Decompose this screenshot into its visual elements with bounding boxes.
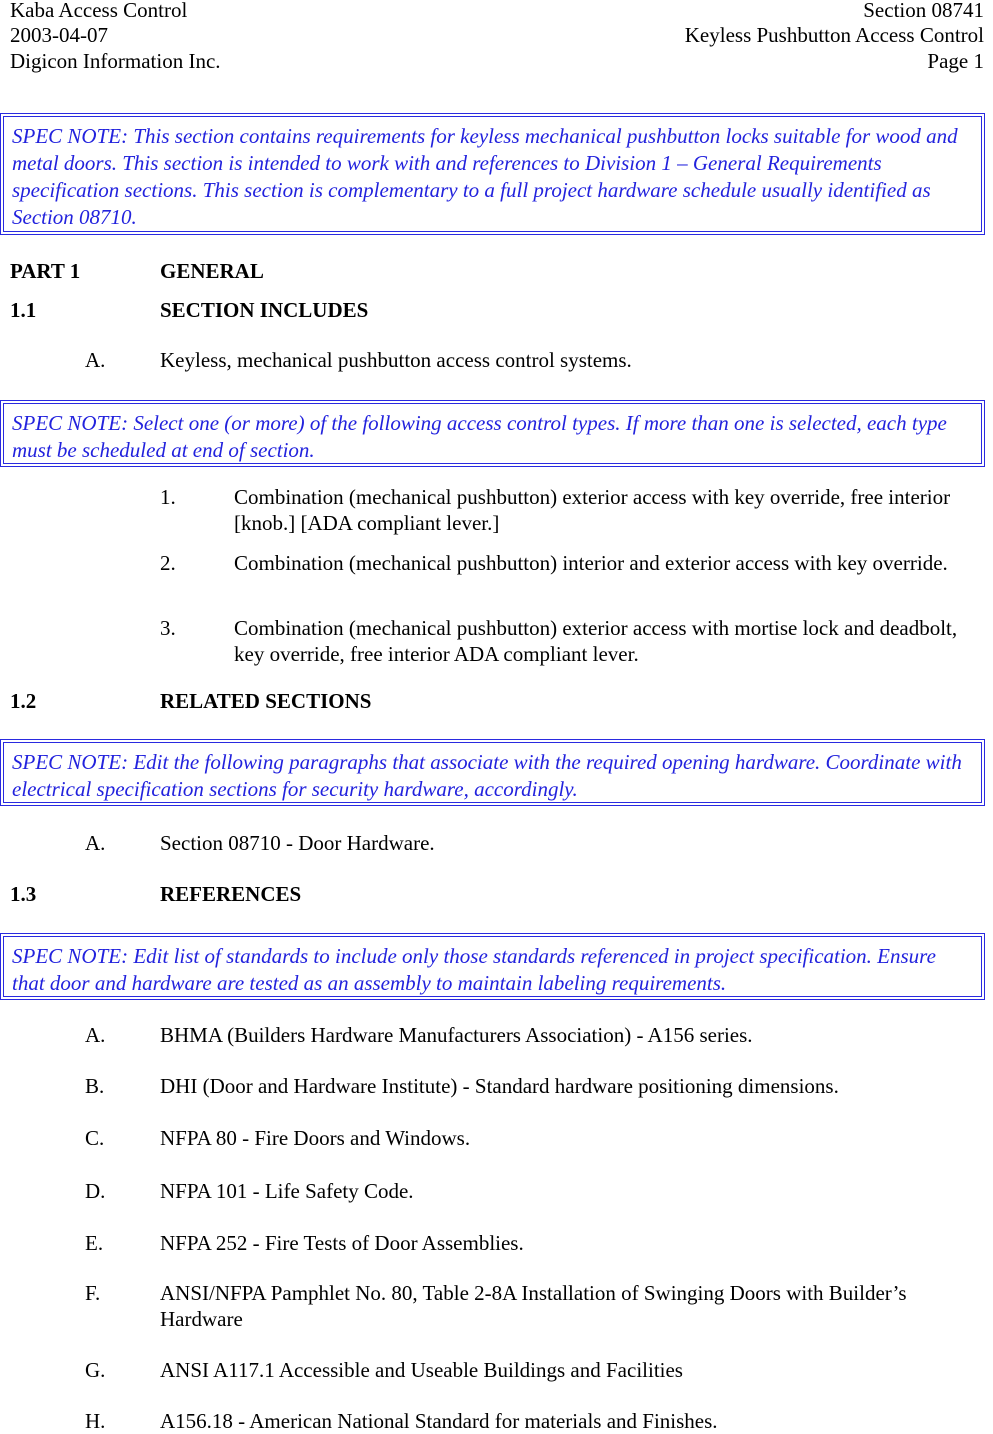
ref-text: BHMA (Builders Hardware Manufacturers Association) - A156 series. <box>160 1023 753 1047</box>
ref-letter: G. <box>85 1358 106 1382</box>
ref-letter: F. <box>85 1281 101 1305</box>
ref-text: NFPA 252 - Fire Tests of Door Assemblies. <box>160 1231 524 1255</box>
header-left-line-1: Kaba Access Control <box>10 0 188 22</box>
list-item-text: Combination (mechanical pushbutton) exterior access with key override, free interior [knob.] [ADA compliant lever.] <box>234 485 951 535</box>
list-item-number: 1. <box>160 485 176 509</box>
section-1-2-number: 1.2 <box>10 689 37 713</box>
list-item-number: 2. <box>160 551 176 575</box>
ref-text: NFPA 101 - Life Safety Code. <box>160 1179 414 1203</box>
section-1-2-title: RELATED SECTIONS <box>160 689 372 713</box>
item-text: Keyless, mechanical pushbutton access control systems. <box>160 348 632 372</box>
ref-text: NFPA 80 - Fire Doors and Windows. <box>160 1126 471 1150</box>
part-title: GENERAL <box>160 259 264 283</box>
section-1-3-number: 1.3 <box>10 882 37 906</box>
section-1-1-title: SECTION INCLUDES <box>160 298 369 322</box>
header-left-line-2: 2003-04-07 <box>10 23 108 47</box>
spec-note-1: SPEC NOTE: This section contains requirements for keyless mechanical pushbutton locks suitable for wood and metal doors. This section is intended to work with and references to Division 1 – General Requirements specification sections. This section is complementary to a full project hardware schedule usually identified as Section 08710. <box>0 113 985 235</box>
ref-letter: B. <box>85 1074 105 1098</box>
header-right-line-2: Keyless Pushbutton Access Control <box>684 23 984 47</box>
spec-note-4: SPEC NOTE: Edit list of standards to include only those standards referenced in project specification. Ensure that door and hardware are tested as an assembly to maintain labeling requirements. <box>0 933 985 1000</box>
list-item-text: Combination (mechanical pushbutton) exterior access with mortise lock and deadbolt, key override, free interior ADA compliant lever. <box>234 616 958 666</box>
header-right-line-3: Page 1 <box>927 49 984 73</box>
ref-text: A156.18 - American National Standard for materials and Finishes. <box>160 1409 718 1433</box>
ref-letter: A. <box>85 1023 106 1047</box>
part-number: PART 1 <box>10 259 81 283</box>
section-1-3-title: REFERENCES <box>160 882 302 906</box>
ref-text: ANSI/NFPA Pamphlet No. 80, Table 2-8A Installation of Swinging Doors with Builder’s Hardware <box>160 1281 907 1331</box>
header-left-line-3: Digicon Information Inc. <box>10 49 221 73</box>
ref-letter: E. <box>85 1231 104 1255</box>
spec-note-3: SPEC NOTE: Edit the following paragraphs that associate with the required opening hardware. Coordinate with electrical specification sections for security hardware, accordingly. <box>0 739 985 806</box>
ref-text: ANSI A117.1 Accessible and Useable Buildings and Facilities <box>160 1358 683 1382</box>
list-item-number: 3. <box>160 616 176 640</box>
spec-note-2: SPEC NOTE: Select one (or more) of the following access control types. If more than one is selected, each type must be scheduled at end of section. <box>0 400 985 467</box>
item-letter: A. <box>85 831 106 855</box>
ref-letter: H. <box>85 1409 106 1433</box>
item-text: Section 08710 - Door Hardware. <box>160 831 435 855</box>
section-1-1-number: 1.1 <box>10 298 37 322</box>
ref-letter: C. <box>85 1126 105 1150</box>
ref-text: DHI (Door and Hardware Institute) - Standard hardware positioning dimensions. <box>160 1074 839 1098</box>
ref-letter: D. <box>85 1179 106 1203</box>
list-item-text: Combination (mechanical pushbutton) interior and exterior access with key override. <box>234 551 948 575</box>
item-letter: A. <box>85 348 106 372</box>
header-right-line-1: Section 08741 <box>863 0 984 22</box>
